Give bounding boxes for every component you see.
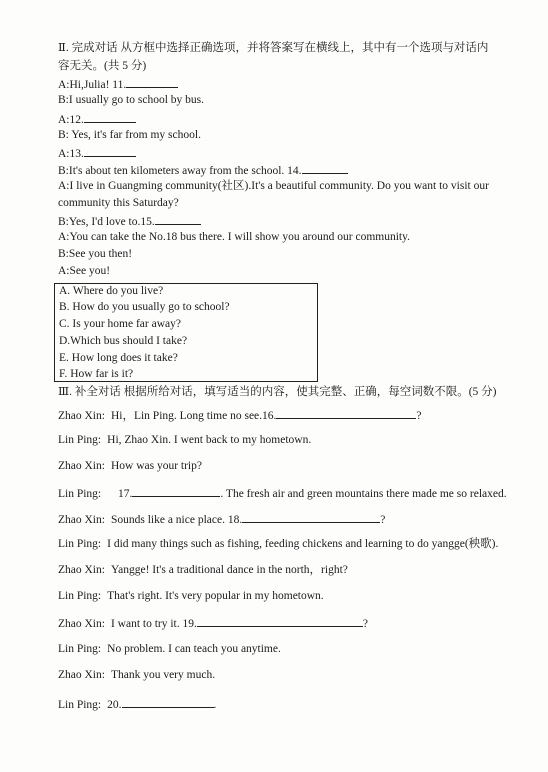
speaker: Zhao Xin: — [58, 618, 105, 630]
dialogue-text: I did many things such as fishing, feeding chickens and learning to do yangge(秧歌). — [107, 538, 499, 550]
dialogue-line: B:I usually go to school by bus. — [58, 94, 204, 106]
dialogue-text: Thank you very much. — [110, 669, 216, 681]
speaker: Zhao Xin: — [58, 514, 105, 526]
dialogue-line: A:I live in Guangming community(社区).It's a beautiful community. Do you want to visit our — [58, 180, 489, 192]
dialogue-text: No problem. I can teach you anytime. — [107, 643, 281, 655]
section-2-title-line-1: Ⅱ. 完成对话 从方框中选择正确选项，并将答案写在横线上，其中有一个选项与对话内 — [58, 42, 489, 54]
dialogue-line: A:You can take the No.18 bus there. I will show you around our community. — [58, 231, 410, 243]
dialogue-line — [58, 668, 215, 682]
dialogue-text: A:12. — [58, 114, 84, 126]
dialogue-text: Sounds like a nice place. 18. — [110, 514, 243, 526]
speaker: Lin Ping: — [58, 434, 102, 446]
dialogue-line — [58, 696, 216, 712]
speaker: Zhao Xin: — [58, 564, 105, 576]
dialogue-line — [58, 162, 348, 178]
dialogue-line — [58, 589, 324, 603]
speaker: Lin Ping: — [58, 643, 102, 655]
dialogue-text-end: ? — [380, 514, 386, 526]
speaker: Lin Ping: — [58, 538, 102, 550]
option-b: B. How do you usually go to school? — [59, 301, 230, 313]
speaker: Lin Ping: — [58, 699, 102, 711]
answer-blank-20[interactable] — [122, 696, 214, 708]
speaker: Lin Ping: — [58, 590, 102, 602]
speaker: Zhao Xin: — [58, 460, 105, 472]
answer-blank-15[interactable] — [155, 213, 201, 225]
dialogue-text: 20. — [107, 699, 122, 711]
dialogue-text: I want to try it. 19. — [110, 618, 197, 630]
dialogue-line: community this Saturday? — [58, 197, 179, 209]
option-a: A. Where do you live? — [59, 285, 164, 297]
dialogue-text: Yangge! It's a traditional dance in the north，right? — [110, 564, 348, 576]
dialogue-text: B:It's about ten kilometers away from the school. 14. — [58, 165, 302, 177]
speaker: Zhao Xin: — [58, 410, 105, 422]
speaker: Zhao Xin: — [58, 669, 105, 681]
dialogue-line — [58, 213, 201, 229]
dialogue-line — [58, 485, 507, 501]
dialogue-text: 17. — [118, 488, 133, 500]
dialogue-line — [58, 642, 281, 656]
dialogue-line: B:See you then! — [58, 248, 133, 260]
answer-blank-17[interactable] — [132, 485, 220, 497]
dialogue-text: How was your trip? — [110, 460, 202, 472]
dialogue-line — [58, 76, 178, 92]
answer-blank-12[interactable] — [84, 111, 136, 123]
speaker: Lin Ping: — [58, 488, 102, 500]
dialogue-text: B:Yes, I'd love to.15. — [58, 216, 155, 228]
section-3-title: Ⅲ. 补全对话 根据所给对话，填写适当的内容，使其完整、正确，每空词数不限。(5 分) — [58, 386, 497, 398]
dialogue-text: A:Hi,Julia! 11. — [58, 79, 127, 91]
dialogue-text: Hi，Lin Ping. Long time no see.16. — [110, 410, 277, 422]
dialogue-line — [58, 433, 311, 447]
dialogue-text-end: . — [213, 699, 217, 711]
section-2-title-line-2: 容无关。(共 5 分) — [58, 60, 147, 72]
answer-blank-14[interactable] — [302, 162, 348, 174]
dialogue-text-end: ? — [416, 410, 422, 422]
option-f: F. How far is it? — [59, 368, 134, 380]
dialogue-line — [58, 615, 368, 631]
dialogue-line — [58, 145, 136, 161]
dialogue-line — [58, 111, 136, 127]
dialogue-text: Hi, Zhao Xin. I went back to my hometown. — [107, 434, 312, 446]
option-e: E. How long does it take? — [59, 352, 178, 364]
answer-blank-16[interactable] — [276, 407, 416, 419]
dialogue-text-end: . The fresh air and green mountains there made me so relaxed. — [220, 488, 507, 500]
dialogue-line — [58, 459, 202, 473]
answer-blank-13[interactable] — [84, 145, 136, 157]
options-box — [54, 283, 318, 382]
dialogue-line — [58, 407, 422, 423]
dialogue-line — [58, 563, 348, 577]
dialogue-line: A:See you! — [58, 265, 111, 277]
dialogue-line — [58, 537, 498, 551]
answer-blank-18[interactable] — [242, 511, 380, 523]
answer-blank-19[interactable] — [197, 615, 363, 627]
dialogue-line — [58, 511, 385, 527]
dialogue-text-end: ? — [362, 618, 368, 630]
dialogue-text: A:13. — [58, 148, 84, 160]
dialogue-text: That's right. It's very popular in my hometown. — [107, 590, 324, 602]
option-d: D.Which bus should I take? — [59, 335, 188, 347]
dialogue-line: B: Yes, it's far from my school. — [58, 129, 201, 141]
answer-blank-11[interactable] — [126, 76, 178, 88]
option-c: C. Is your home far away? — [59, 318, 181, 330]
